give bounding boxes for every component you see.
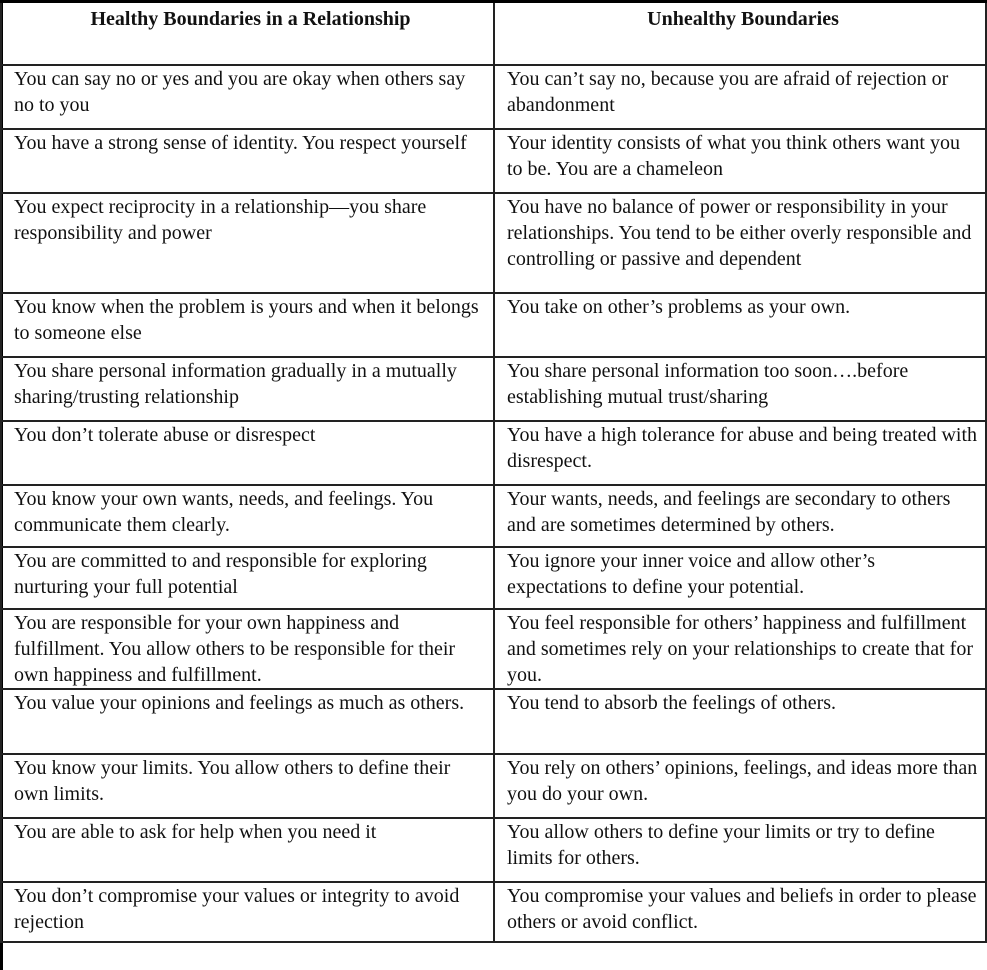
cell-unhealthy: You feel responsible for others’ happiness and fulfillment and sometimes rely on your relationships to create that for you. — [494, 609, 986, 689]
cell-healthy: You know your own wants, needs, and feelings. You communicate them clearly. — [1, 485, 494, 547]
cell-unhealthy: You compromise your values and beliefs in order to please others or avoid conflict. — [494, 882, 986, 942]
table-row — [1, 421, 986, 485]
cell-healthy: You know your limits. You allow others to define their own limits. — [1, 754, 494, 818]
cell-healthy: You have a strong sense of identity. You respect yourself — [1, 129, 494, 193]
cell-healthy: You don’t compromise your values or integrity to avoid rejection — [1, 882, 494, 942]
cell-unhealthy: Your wants, needs, and feelings are secondary to others and are sometimes determined by others. — [494, 485, 986, 547]
header-healthy: Healthy Boundaries in a Relationship — [1, 2, 494, 65]
cell-healthy: You don’t tolerate abuse or disrespect — [1, 421, 494, 485]
table-row — [1, 754, 986, 818]
cell-unhealthy: You take on other’s problems as your own. — [494, 293, 986, 357]
header-row — [1, 2, 986, 65]
table-row — [1, 193, 986, 293]
cell-unhealthy: Your identity consists of what you think others want you to be. You are a chameleon — [494, 129, 986, 193]
table-row — [1, 547, 986, 609]
cell-healthy: You are committed to and responsible for exploring nurturing your full potential — [1, 547, 494, 609]
header-unhealthy: Unhealthy Boundaries — [494, 2, 986, 65]
cell-unhealthy: You can’t say no, because you are afraid of rejection or abandonment — [494, 65, 986, 129]
cell-unhealthy: You have a high tolerance for abuse and being treated with disrespect. — [494, 421, 986, 485]
table-row — [1, 357, 986, 421]
table-row — [1, 485, 986, 547]
cell-healthy: You can say no or yes and you are okay when others say no to you — [1, 65, 494, 129]
table-row — [1, 129, 986, 193]
table-row — [1, 689, 986, 754]
cell-healthy: You value your opinions and feelings as much as others. — [1, 689, 494, 754]
cell-healthy: You are responsible for your own happiness and fulfillment. You allow others to be responsible for their own happiness and fulfillment. — [1, 609, 494, 689]
table-row — [1, 882, 986, 942]
table-row — [1, 65, 986, 129]
table-row — [1, 818, 986, 882]
table-row — [1, 293, 986, 357]
cell-healthy: You expect reciprocity in a relationship—you share responsibility and power — [1, 193, 494, 293]
table-row — [1, 609, 986, 689]
cell-unhealthy: You share personal information too soon….before establishing mutual trust/sharing — [494, 357, 986, 421]
cell-unhealthy: You ignore your inner voice and allow other’s expectations to define your potential. — [494, 547, 986, 609]
cell-unhealthy: You allow others to define your limits or try to define limits for others. — [494, 818, 986, 882]
cell-unhealthy: You tend to absorb the feelings of others. — [494, 689, 986, 754]
cell-healthy: You know when the problem is yours and when it belongs to someone else — [1, 293, 494, 357]
cell-healthy: You are able to ask for help when you need it — [1, 818, 494, 882]
cell-unhealthy: You have no balance of power or responsibility in your relationships. You tend to be either overly responsible and controlling or passive and dependent — [494, 193, 986, 293]
cell-unhealthy: You rely on others’ opinions, feelings, and ideas more than you do your own. — [494, 754, 986, 818]
cell-healthy: You share personal information gradually in a mutually sharing/trusting relationship — [1, 357, 494, 421]
